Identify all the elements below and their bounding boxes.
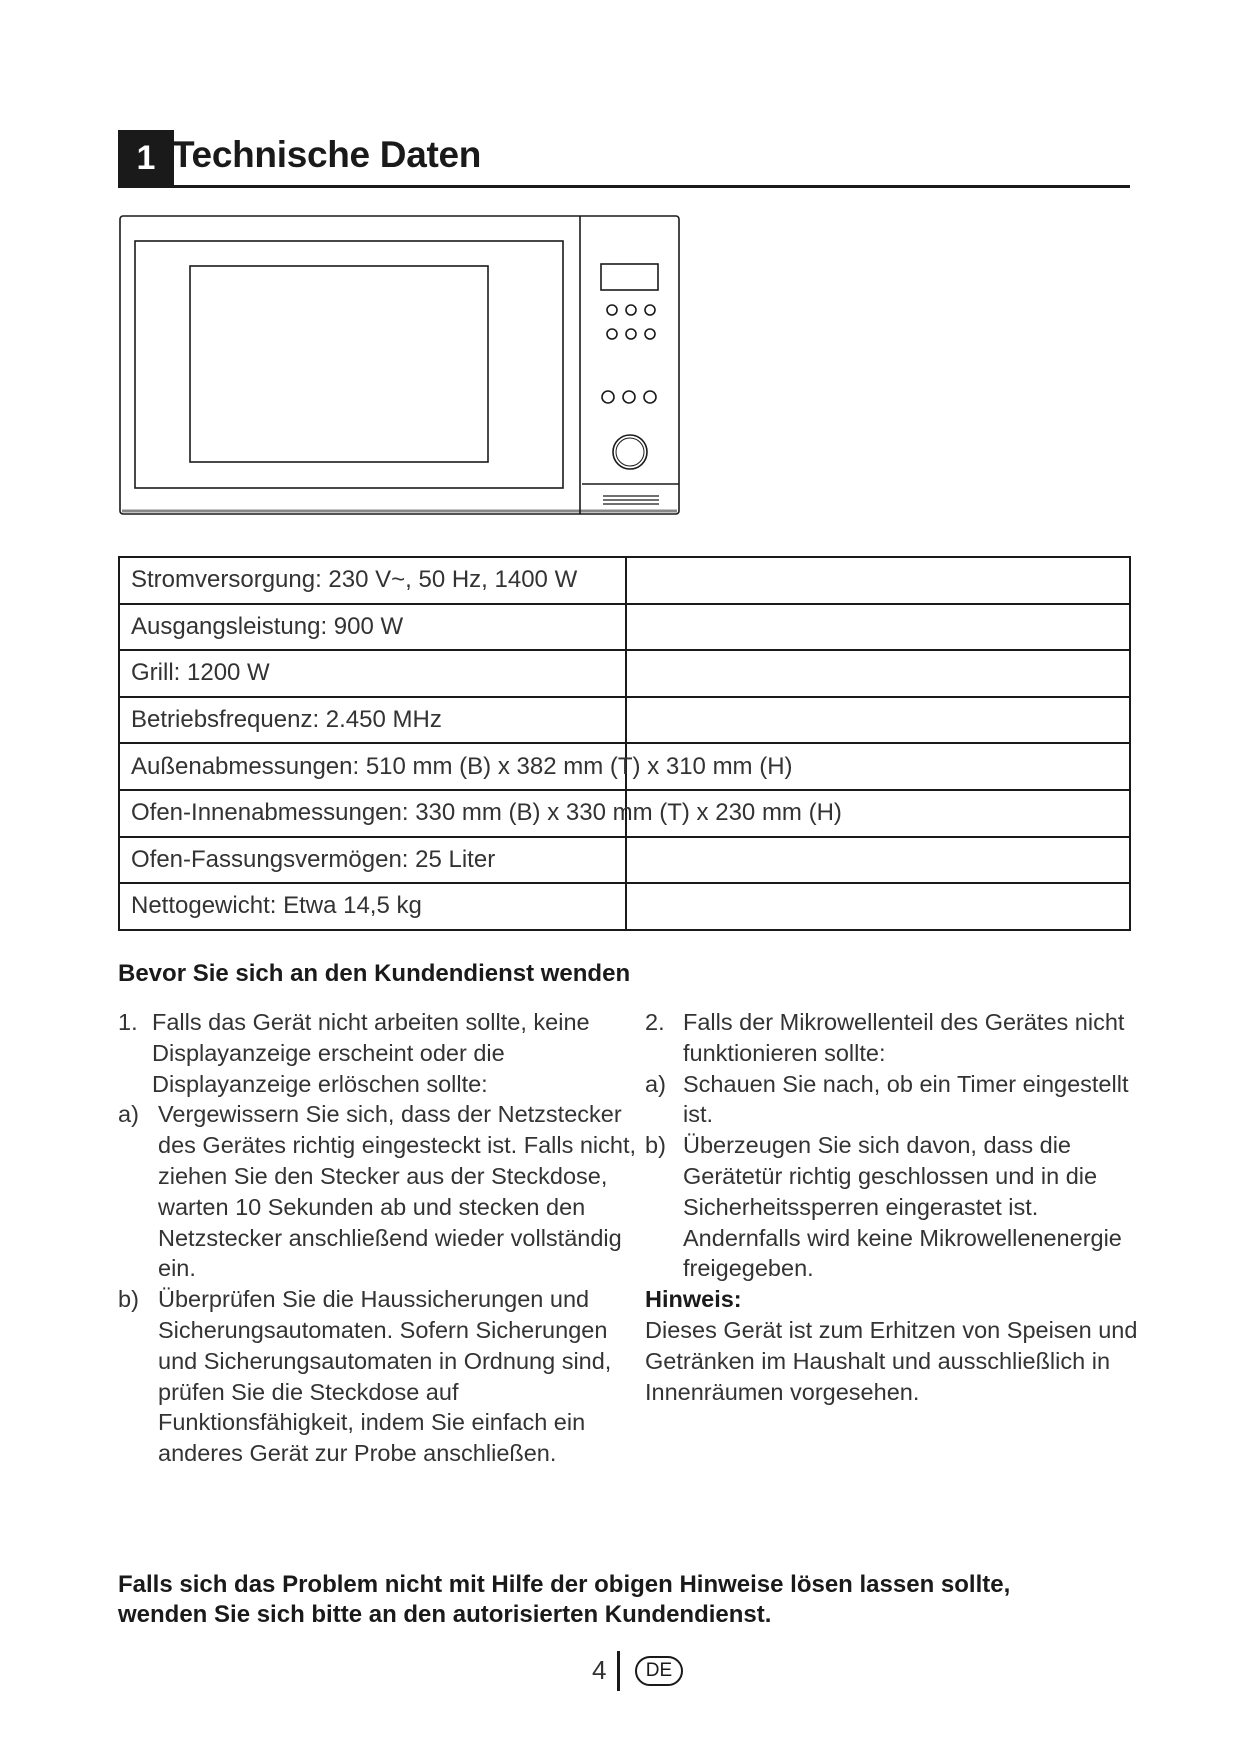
table-row xyxy=(119,557,1130,604)
list-item xyxy=(645,1007,1145,1069)
microwave-illustration xyxy=(118,214,683,518)
closing-note: Falls sich das Problem nicht mit Hilfe der obigen Hinweise lösen lassen sollte, wenden Sie sich bitte an den autorisierten Kundendienst. xyxy=(118,1571,1011,1628)
list-marker: 1. xyxy=(118,1009,138,1035)
table-row xyxy=(119,650,1130,697)
button-row-1 xyxy=(607,305,655,315)
page-title: Technische Daten xyxy=(172,134,482,175)
list-marker: b) xyxy=(118,1286,139,1313)
control-knob xyxy=(613,435,647,469)
spec-cell-wide xyxy=(119,790,1130,837)
right-column xyxy=(645,1007,1145,1407)
spec-cell: Ofen-Fassungsvermögen: 25 Liter xyxy=(119,837,626,884)
spec-empty-cell xyxy=(626,883,1130,930)
spec-empty-cell xyxy=(626,650,1130,697)
table-row xyxy=(119,697,1130,744)
left-column xyxy=(118,1007,638,1469)
list-marker: b) xyxy=(645,1132,666,1159)
note-title: Hinweis: xyxy=(645,1286,742,1313)
list-text: Falls das Gerät nicht arbeiten sollte, keine Displayanzeige erscheint oder die Displayanzeige erlöschen sollte: xyxy=(152,1009,590,1097)
spec-empty-cell xyxy=(626,604,1130,651)
list-text: Vergewissern Sie sich, dass der Netzstecker des Gerätes richtig eingesteckt ist. Falls nicht, ziehen Sie den Stecker aus der Steckdose, warten 10 Sekunden ab und stecken den Netzstecker anschließend wieder vollständig ein. xyxy=(158,1101,637,1282)
door-release-grille xyxy=(603,496,659,504)
spec-cell: Ausgangsleistung: 900 W xyxy=(119,604,626,651)
page-number: 4 xyxy=(592,1655,607,1685)
list-marker: 2. xyxy=(645,1009,665,1035)
note-text: Dieses Gerät ist zum Erhitzen von Speisen und Getränken im Haushalt und ausschließlich in Innenräumen vorgesehen. xyxy=(645,1316,1138,1405)
list-item xyxy=(645,1069,1145,1131)
table-row xyxy=(119,790,1130,837)
spec-cell: Betriebsfrequenz: 2.450 MHz xyxy=(119,697,626,744)
spec-empty-cell xyxy=(626,837,1130,884)
list-marker: a) xyxy=(118,1101,139,1128)
list-text: Schauen Sie nach, ob ein Timer eingestellt ist. xyxy=(683,1070,1129,1128)
table-row xyxy=(119,837,1130,884)
section-heading xyxy=(118,128,1130,188)
section-number: 1 xyxy=(118,130,174,186)
spec-empty-cell xyxy=(626,697,1130,744)
oven-window xyxy=(190,266,488,462)
spec-table xyxy=(118,556,1131,931)
oven-body-outline xyxy=(120,216,679,514)
table-row xyxy=(119,743,1130,790)
spec-text: Ofen-Innenabmessungen: 330 mm (B) x 330 mm (T) x 230 mm (H) xyxy=(131,799,842,827)
list-text: Falls der Mikrowellenteil des Gerätes nicht funktionieren sollte: xyxy=(683,1009,1125,1066)
table-row xyxy=(119,883,1130,930)
list-item xyxy=(118,1284,638,1469)
button-row-2 xyxy=(607,329,655,339)
table-row xyxy=(119,604,1130,651)
service-heading: Bevor Sie sich an den Kundendienst wenden xyxy=(118,960,631,987)
spec-empty-cell xyxy=(626,557,1130,604)
list-text: Überprüfen Sie die Haussicherungen und Sicherungsautomaten. Sofern Sicherungen und Sicherungsautomaten in Ordnung sind, prüfen Sie die Steckdose auf Funktionsfähigkeit, indem Sie einfach ein anderes Gerät zur Probe anschließen. xyxy=(158,1286,612,1467)
list-item xyxy=(118,1099,638,1284)
spec-cell: Stromversorgung: 230 V~, 50 Hz, 1400 W xyxy=(119,557,626,604)
list-item xyxy=(118,1007,638,1099)
button-row-3 xyxy=(602,391,656,403)
list-marker: a) xyxy=(645,1070,666,1097)
spec-cell-wide xyxy=(119,743,1130,790)
spec-text: Außenabmessungen: 510 mm (B) x 382 mm (T) x 310 mm (H) xyxy=(131,752,793,780)
oven-door-frame xyxy=(135,241,563,488)
list-text: Überzeugen Sie sich davon, dass die Gerätetür richtig geschlossen und in die Sicherheitssperren eingerastet ist. Andernfalls wird keine Mikrowellenenergie freigegeben. xyxy=(683,1132,1122,1282)
language-badge: DE xyxy=(635,1656,683,1686)
footer-divider xyxy=(617,1651,620,1691)
spec-cell: Grill: 1200 W xyxy=(119,650,626,697)
list-item xyxy=(645,1130,1145,1284)
spec-cell: Nettogewicht: Etwa 14,5 kg xyxy=(119,883,626,930)
display-window xyxy=(601,264,658,290)
